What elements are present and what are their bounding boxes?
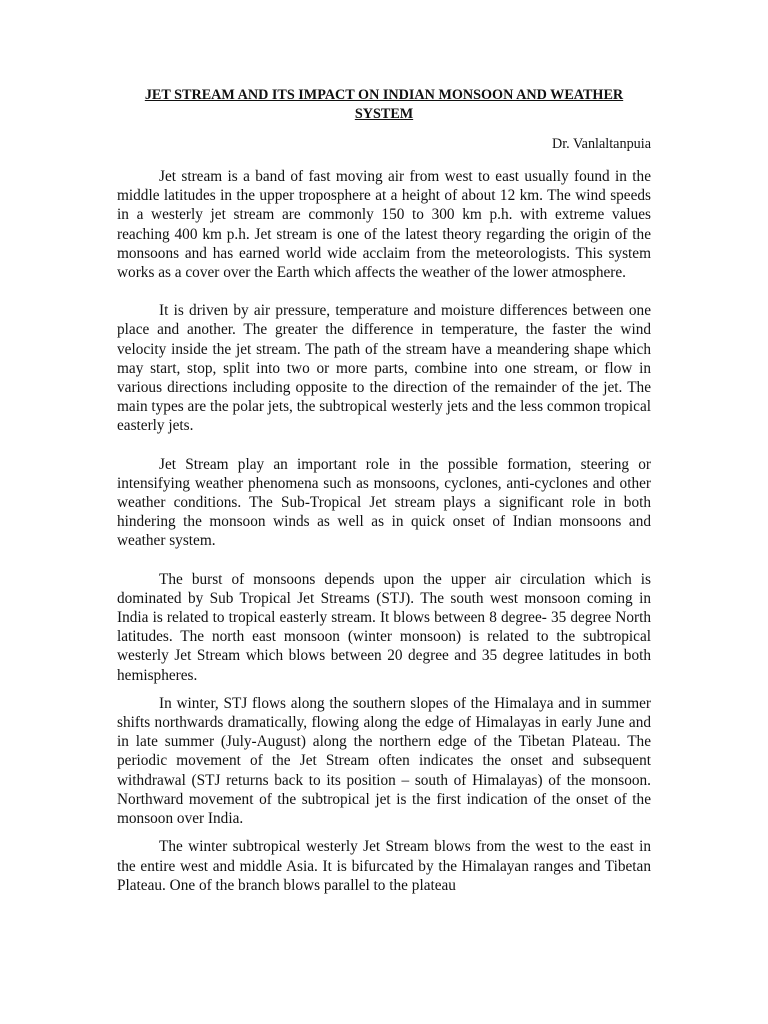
paragraph-2: It is driven by air pressure, temperature and moisture differences between one place and another. The greater the difference in temperature, the faster the wind velocity inside the jet stream. The path of the stream have a meandering shape which may start, stop, split into two or more parts, combine into one stream, or flow in various directions including opposite to the direction of the remainder of the jet. The main types are the polar jets, the subtropical westerly jets and the less common tropical easterly jets. <box>117 302 651 435</box>
paragraph-5: In winter, STJ flows along the southern slopes of the Himalaya and in summer shifts northwards dramatically, flowing along the edge of Himalayas in early June and in late summer (July-August) along the northern edge of the Tibetan Plateau. The periodic movement of the Jet Stream often indicates the onset and subsequent withdrawal (STJ returns back to its position – south of Himalayas) of the monsoon. Northward movement of the subtropical jet is the first indication of the onset of the monsoon over India. <box>117 694 651 828</box>
paragraph-4: The burst of monsoons depends upon the upper air circulation which is dominated by Sub Tropical Jet Streams (STJ). The south west monsoon coming in India is related to tropical easterly stream. It blows between 8 degree- 35 degree North latitudes. The north east monsoon (winter monsoon) is related to the subtropical westerly Jet Stream which blows between 20 degree and 35 degree latitudes in both hemispheres. <box>117 570 651 684</box>
paragraph-3: Jet Stream play an important role in the possible formation, steering or intensifying weather phenomena such as monsoons, cyclones, anti-cyclones and other weather conditions. The Sub-Tropical Jet stream plays a significant role in both hindering the monsoon winds as well as in quick onset of Indian monsoons and weather system. <box>117 455 651 550</box>
author-name: Dr. Vanlaltanpuia <box>551 136 651 152</box>
document-title: JET STREAM AND ITS IMPACT ON INDIAN MONSOON AND WEATHER SYSTEM <box>144 87 624 122</box>
paragraph-6: The winter subtropical westerly Jet Stream blows from the west to the east in the entire west and middle Asia. It is bifurcated by the Himalayan ranges and Tibetan Plateau. One of the branch blows parallel to the plateau <box>117 838 651 894</box>
document-page <box>117 86 651 895</box>
paragraph-1: Jet stream is a band of fast moving air from west to east usually found in the middle latitudes in the upper troposphere at a height of about 12 km. The wind speeds in a westerly jet stream are commonly 150 to 300 km p.h. with extreme values reaching 400 km p.h. Jet stream is one of the latest theory regarding the origin of the monsoons and has earned world wide acclaim from the meteorologists. This system works as a cover over the Earth which affects the weather of the lower atmosphere. <box>117 168 651 282</box>
